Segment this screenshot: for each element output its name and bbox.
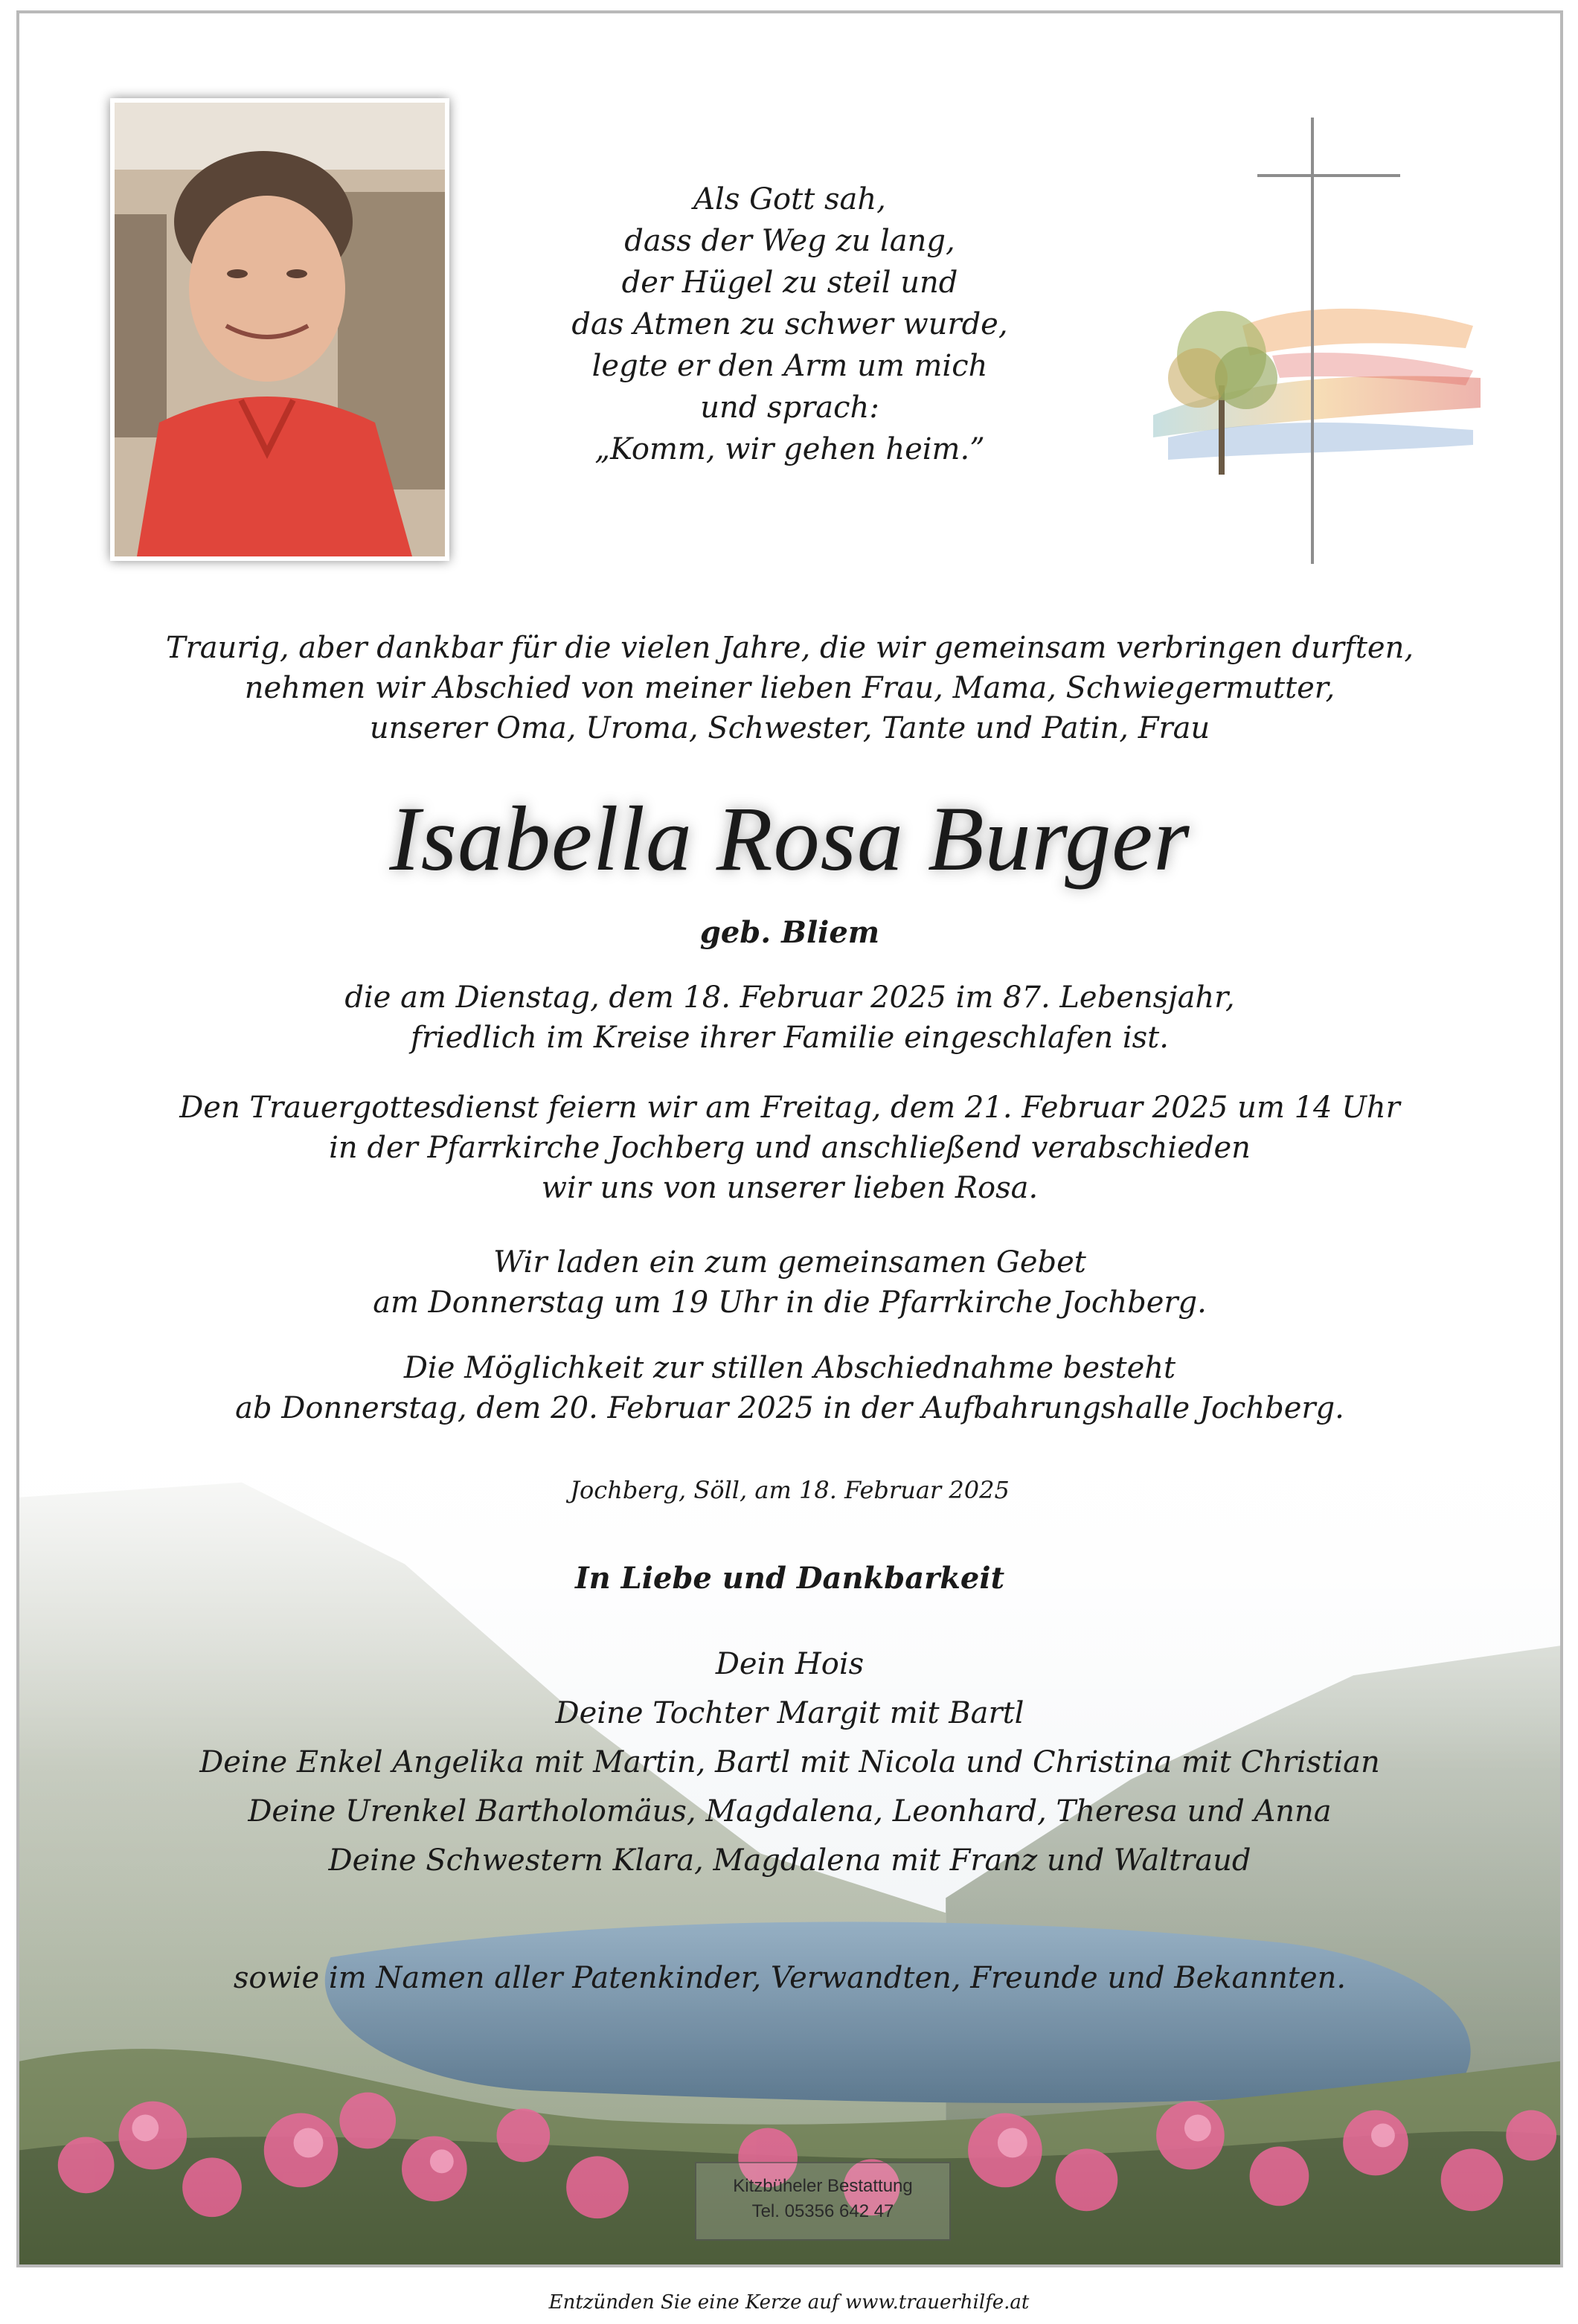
viewing-notice bbox=[19, 1348, 1560, 1428]
closing-phrase: In Liebe und Dankbarkeit bbox=[574, 1561, 1005, 1596]
place-and-date: Jochberg, Söll, am 18. Februar 2025 bbox=[570, 1476, 1010, 1504]
text-line: ab Donnerstag, dem 20. Februar 2025 in der Aufbahrungshalle Jochberg. bbox=[235, 1391, 1344, 1425]
family-line: Dein Hois bbox=[715, 1647, 865, 1681]
service-notice bbox=[19, 1088, 1560, 1208]
poem-line: dass der Weg zu lang, bbox=[624, 224, 955, 258]
intro-line: Traurig, aber dankbar für die vielen Jahre, die wir gemeinsam verbringen durften, bbox=[165, 631, 1414, 665]
death-notice bbox=[19, 978, 1560, 1058]
text-line: Die Möglichkeit zur stillen Abschiednahme besteht bbox=[403, 1351, 1176, 1385]
funeral-home-phone: Tel. 05356 642 47 bbox=[751, 2201, 894, 2221]
intro-line: unserer Oma, Uroma, Schwester, Tante und Patin, Frau bbox=[369, 711, 1210, 745]
poem-line: „Komm, wir gehen heim.” bbox=[594, 432, 985, 466]
prayer-notice bbox=[19, 1242, 1560, 1323]
funeral-home-stamp bbox=[695, 2162, 951, 2241]
deceased-name: Isabella Rosa Burger bbox=[389, 788, 1190, 890]
text-line: Wir laden ein zum gemeinsamen Gebet bbox=[493, 1245, 1086, 1280]
text-line: wir uns von unserer lieben Rosa. bbox=[541, 1171, 1039, 1205]
family-list bbox=[19, 1640, 1560, 1885]
intro-line: nehmen wir Abschied von meiner lieben Frau, Mama, Schwiegermutter, bbox=[244, 671, 1335, 705]
poem-line: der Hügel zu steil und bbox=[621, 266, 958, 300]
also-on-behalf: sowie im Namen aller Patenkinder, Verwandten, Freunde und Bekannten. bbox=[233, 1961, 1347, 1995]
text-line: friedlich im Kreise ihrer Familie eingeschlafen ist. bbox=[411, 1021, 1169, 1055]
intro-text bbox=[19, 628, 1560, 748]
cross-with-tree-watercolor-icon bbox=[1123, 103, 1495, 573]
family-line: Deine Enkel Angelika mit Martin, Bartl mit Nicola und Christina mit Christian bbox=[199, 1745, 1380, 1779]
family-line: Deine Tochter Margit mit Bartl bbox=[555, 1696, 1024, 1730]
poem-line: und sprach: bbox=[700, 391, 879, 425]
text-line: am Donnerstag um 19 Uhr in die Pfarrkirche Jochberg. bbox=[373, 1285, 1207, 1320]
poem-line: legte er den Arm um mich bbox=[591, 349, 988, 383]
text-line: die am Dienstag, dem 18. Februar 2025 im 87. Lebensjahr, bbox=[344, 980, 1235, 1015]
text-line: in der Pfarrkirche Jochberg und anschließend verabschieden bbox=[329, 1131, 1251, 1165]
family-line: Deine Schwestern Klara, Magdalena mit Franz und Waltraud bbox=[328, 1843, 1251, 1878]
text-line: Den Trauergottesdienst feiern wir am Freitag, dem 21. Februar 2025 um 14 Uhr bbox=[179, 1091, 1400, 1125]
poem-line: Als Gott sah, bbox=[693, 182, 886, 216]
maiden-name: geb. Bliem bbox=[699, 915, 880, 950]
footer-candle-link[interactable]: Entzünden Sie eine Kerze auf www.trauerhilfe.at bbox=[548, 2291, 1030, 2314]
poem-line: das Atmen zu schwer wurde, bbox=[571, 307, 1008, 341]
family-line: Deine Urenkel Bartholomäus, Magdalena, Leonhard, Theresa und Anna bbox=[248, 1794, 1332, 1829]
funeral-home-name: Kitzbüheler Bestattung bbox=[733, 2176, 913, 2196]
parte-card bbox=[16, 10, 1563, 2267]
